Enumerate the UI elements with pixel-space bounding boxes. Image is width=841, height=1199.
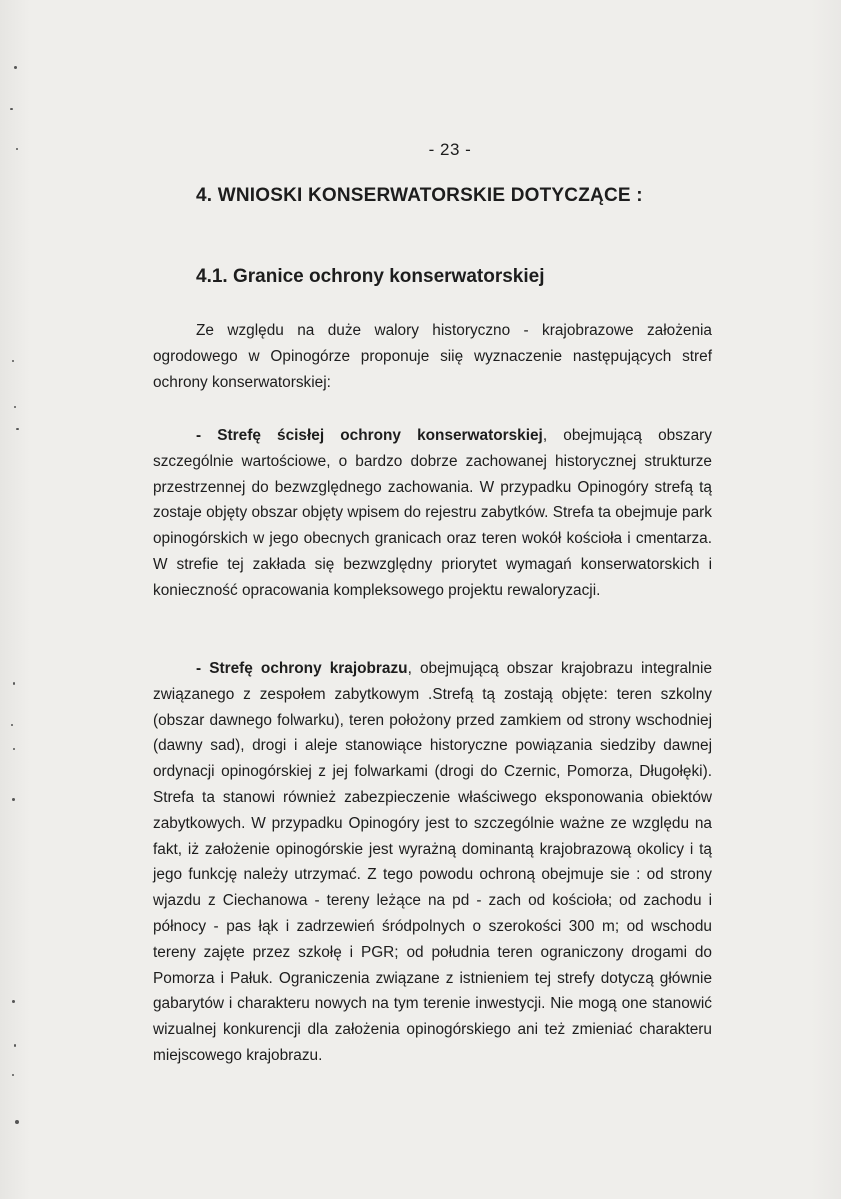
scan-speck (14, 406, 16, 408)
scan-speck (10, 108, 13, 110)
strict-zone-lead: - Strefę ścisłej ochrony konserwatorskiej (196, 427, 543, 444)
intro-text: Ze względu na duże walory historyczno - krajobrazowe założenia ogrodowego w Opinogórze proponuje siię wyznaczenie następujących stref ochrony konserwatorskiej: (153, 322, 712, 391)
strict-zone-text: , obejmującą obszary szczególnie wartościowe, o bardzo dobrze zachowanej historycznej strukturze przestrzennej do bezwzględnego zachowania. W przypadku Opinogóry strefą tą zostaje objęty obszar objęty wpisem do rejestru zabytków. Strefa ta obejmuje park opinogórskich w jego obecnych granicach oraz teren wokół kościoła i cmentarza. W strefie tej zakłada się bezwzględny priorytet wymagań konserwatorskich i konieczność opracowania kompleksowego projektu rewaloryzacji. (153, 427, 712, 599)
chapter-title: 4. WNIOSKI KONSERWATORSKIE DOTYCZĄCE : (196, 185, 643, 206)
scan-speck (11, 724, 13, 726)
intro-paragraph (153, 318, 712, 395)
scan-speck (15, 1120, 19, 1124)
scan-speck (13, 748, 15, 750)
strict-protection-zone-paragraph (153, 423, 712, 604)
landscape-zone-text: , obejmującą obszar krajobrazu integralnie związanego z zespołem zabytkowym .Strefą tą zostają objęte: teren szkolny (obszar dawnego folwarku), teren położony przed zamkiem od strony wschodniej (dawny sad), drogi i aleje stanowiące historyczne powiązania siedziby dawnej ordynacji opinogórskiej z jej folwarkami (drogi do Czernic, Pomorza, Długołęki). Strefa ta stanowi również zabezpieczenie właściwego eksponowania obiektów zabytkowych. W przypadku Opinogóry jest to szczególnie ważne ze względu na fakt, iż założenie opinogórskie jest wyrażną dominantą krajobrazową okolicy i tą jego funkcję należy utrzymać. Z tego powodu ochroną obejmuje sie : od strony wjazdu z Ciechanowa - tereny leżące na pd - zach od kościoła; od zachodu i północy - pas łąk i zadrzewień śródpolnych o szerokości 300 m; od wschodu tereny zajęte przez szkołę i PGR; od południa teren ograniczony drogami do Pomorza i Pałuk. Ograniczenia związane z istnieniem tej strefy dotyczą głównie gabarytów i charakteru nowych na tym terenie inwestycji. Nie mogą one stanowić wizualnej konkurencji dla założenia opinogórskiego ani też zmieniać charakteru miejscowego krajobrazu. (153, 660, 712, 1064)
landscape-zone-lead: - Strefę ochrony krajobrazu (196, 660, 408, 677)
landscape-protection-zone-paragraph (153, 656, 712, 1069)
page-number: - 23 - (428, 140, 472, 159)
scan-speck (14, 1044, 16, 1047)
scan-speck (12, 360, 14, 362)
scan-speck (16, 428, 19, 430)
scan-speck (12, 1000, 15, 1003)
scan-speck (14, 66, 17, 69)
scan-speck (13, 682, 15, 685)
scan-speck (12, 798, 15, 801)
scan-speck (16, 148, 18, 150)
scan-speck (12, 1074, 14, 1076)
section-title: 4.1. Granice ochrony konserwatorskiej (196, 266, 545, 287)
